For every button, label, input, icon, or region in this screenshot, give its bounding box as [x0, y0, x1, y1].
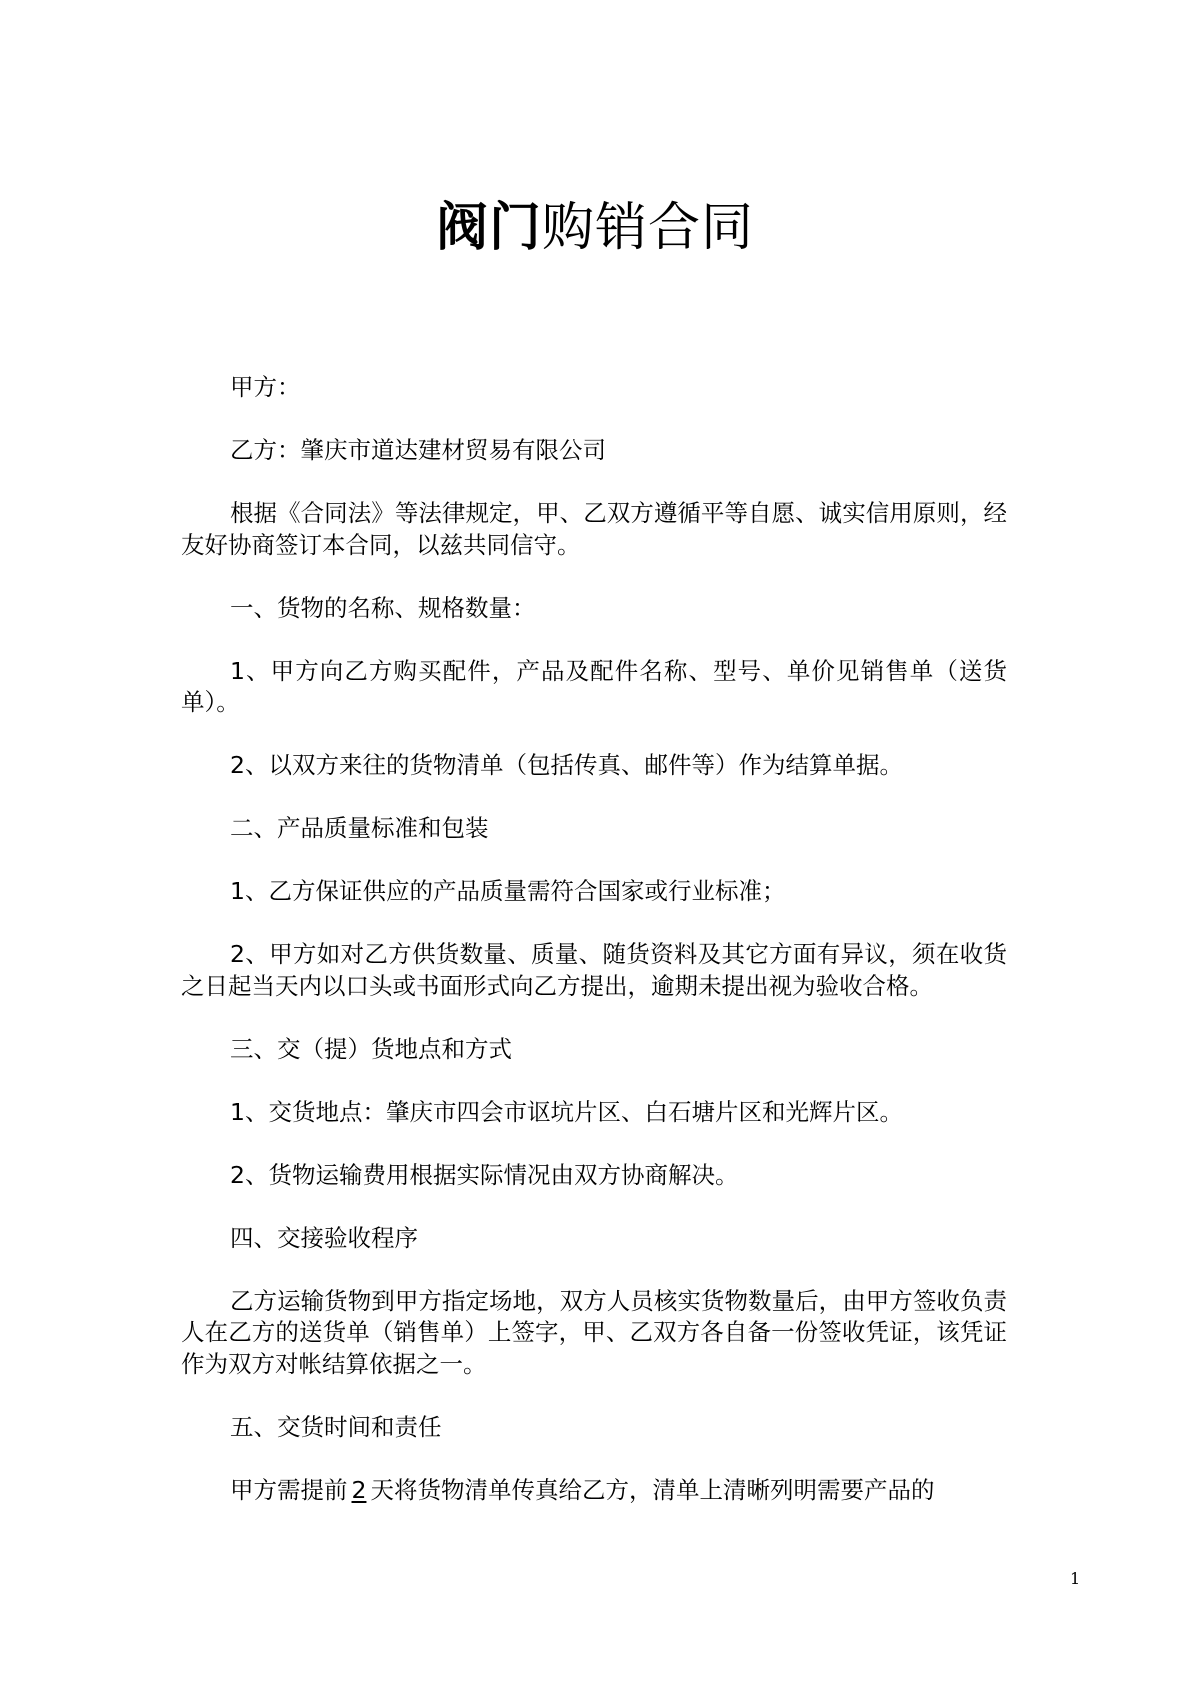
party-a-line: 甲方： [230, 373, 301, 401]
delivery-time-clause [181, 1475, 1007, 1507]
goods-clause-1: 1、甲方向乙方购买配件，产品及配件名称、型号、单价见销售单（送货单）。 [181, 656, 1007, 716]
section-heading-acceptance: 四、交接验收程序 [230, 1223, 418, 1252]
section-heading-delivery: 三、交（提）货地点和方式 [230, 1034, 512, 1063]
contract-body [181, 372, 1007, 1506]
quality-clause-1: 1、乙方保证供应的产品质量需符合国家或行业标准； [230, 877, 786, 905]
section-heading-delivery-time: 五、交货时间和责任 [230, 1412, 442, 1441]
preamble-paragraph: 根据《合同法》等法律规定，甲、乙双方遵循平等自愿、诚实信用原则，经友好协商签订本合同，以兹共同信守。 [181, 499, 1007, 559]
section-heading-goods: 一、货物的名称、规格数量： [230, 593, 536, 622]
section-heading-quality: 二、产品质量标准和包装 [230, 814, 489, 842]
delivery-time-after: 天将货物清单传真给乙方，清单上清晰列明需要产品的 [370, 1475, 935, 1504]
document-title [0, 196, 1190, 260]
page-number: 1 [1070, 1569, 1081, 1588]
goods-clause-2: 2、以双方来往的货物清单（包括传真、邮件等）作为结算单据。 [230, 751, 903, 779]
party-b-line: 乙方：肇庆市道达建材贸易有限公司 [230, 436, 606, 464]
delivery-clause-1: 1、交货地点：肇庆市四会市讴坑片区、白石塘片区和光辉片区。 [230, 1097, 903, 1126]
quality-clause-2: 2、甲方如对乙方供货数量、质量、随货资料及其它方面有异议，须在收货之日起当天内以口头或书面形式向乙方提出，逾期未提出视为验收合格。 [181, 940, 1007, 1000]
delivery-clause-2: 2、货物运输费用根据实际情况由双方协商解决。 [230, 1160, 739, 1189]
title-bold-part: 阀门 [435, 198, 542, 258]
advance-days-blank: 2 [351, 1475, 367, 1504]
acceptance-clause: 乙方运输货物到甲方指定场地，双方人员核实货物数量后，由甲方签收负责人在乙方的送货单（销售单）上签字，甲、乙双方各自备一份签收凭证，该凭证作为双方对帐结算依据之一。 [181, 1286, 1007, 1378]
title-rest: 购销合同 [542, 198, 755, 258]
delivery-time-before: 甲方需提前 [230, 1475, 348, 1504]
